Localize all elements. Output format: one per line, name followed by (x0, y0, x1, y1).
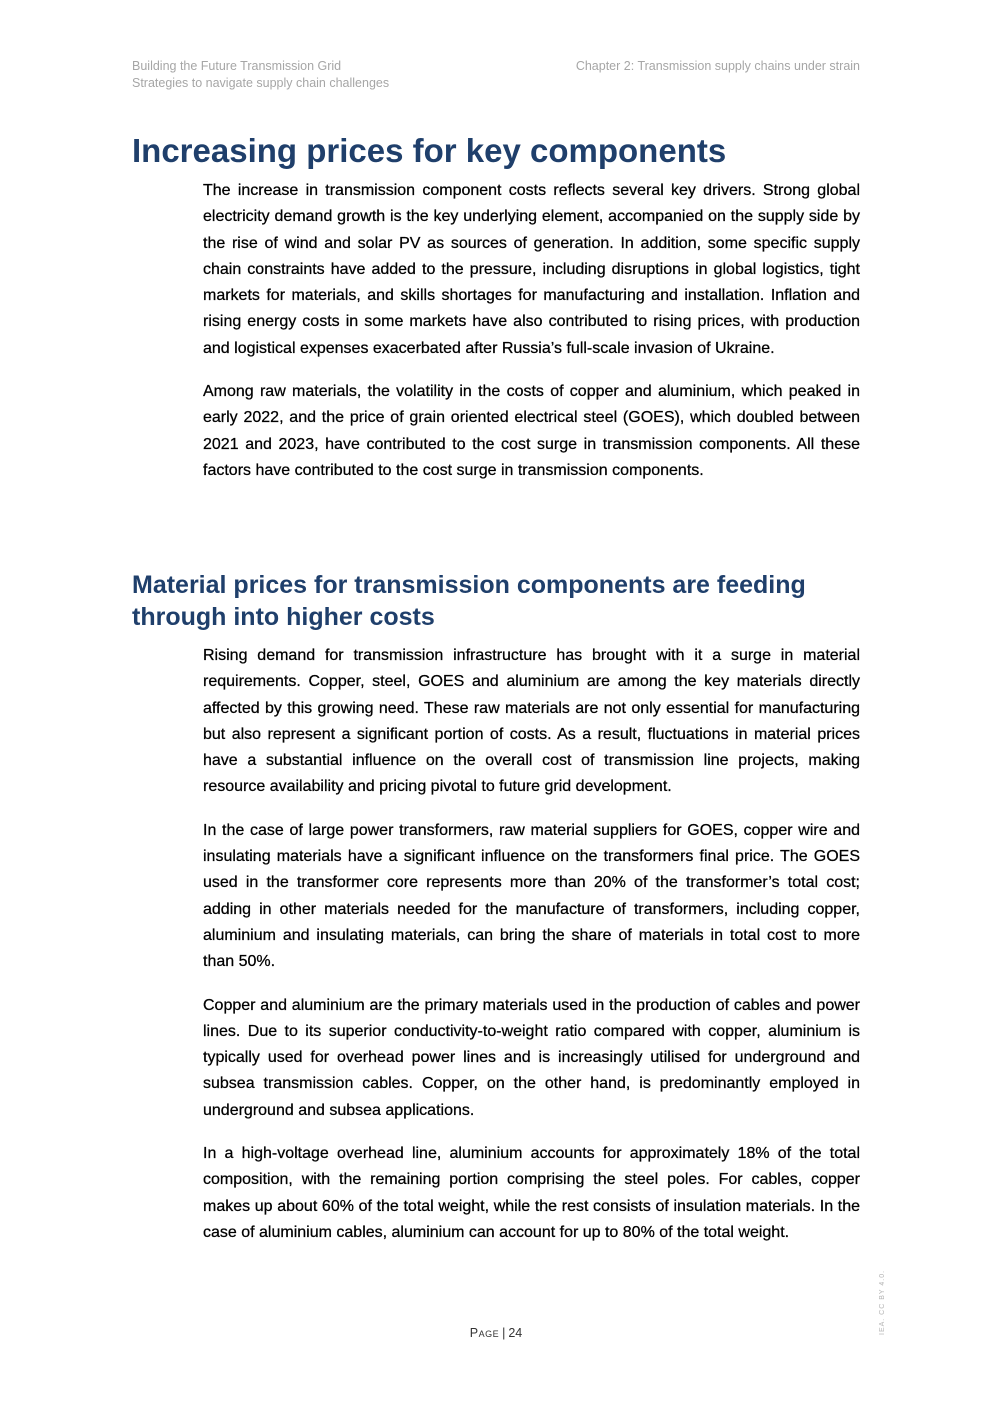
paragraph: Copper and aluminium are the primary materials used in the production of cables and power lines. Due to its superior conductivity-to-weight ratio compared with copper, aluminium is typically used for overhead power lines and is increasingly utilised for underground and subsea transmission cables. Copper, on the other hand, is predominantly employed in underground and subsea applications. (203, 996, 860, 1119)
section2-body (203, 643, 860, 1263)
section-heading-increasing-prices: Increasing prices for key components (132, 132, 727, 169)
page-label: Page (469, 1326, 500, 1340)
page-separator: | (502, 1326, 506, 1340)
paragraph: The increase in transmission component costs reflects several key drivers. Strong global electricity demand growth is the key underlying element, accompanied on the supply side by the rise of wind and solar PV as sources of generation. In addition, some specific supply chain constraints have added to the pressure, including disruptions in global logistics, tight markets for materials, and skills shortages for manufacturing and installation. Inflation and rising energy costs in some markets have also contributed to rising prices, with production and logistical expenses exacerbated after Russia’s full-scale invasion of Ukraine. (203, 182, 860, 357)
running-header-left (132, 58, 389, 92)
page-number: 24 (508, 1326, 523, 1340)
paragraph: Rising demand for transmission infrastructure has brought with it a surge in material requirements. Copper, steel, GOES and aluminium are among the key materials directly affected by this growing need. These raw materials are not only essential for manufacturing but also represent a significant portion of costs. As a result, fluctuations in material prices have a substantial influence on the overall cost of transmission line projects, making resource availability and pricing pivotal to future grid development. (203, 647, 860, 796)
paragraph: Among raw materials, the volatility in the costs of copper and aluminium, which peaked in early 2022, and the price of grain oriented electrical steel (GOES), which doubled between 2021 and 2023, have contributed to the cost surge in transmission components. All these factors have contributed to the cost surge in transmission components. (203, 383, 860, 479)
section-heading-material-prices: Material prices for transmission components are feeding through into higher costs (132, 571, 806, 631)
report-subtitle: Strategies to navigate supply chain challenges (132, 76, 390, 90)
paragraph: In the case of large power transformers, raw material suppliers for GOES, copper wire and insulating materials have a significant influence on the transformers final price. The GOES used in the transformer core represents more than 20% of the transformer’s total cost; adding in other materials needed for the manufacture of transformers, including copper, aluminium and insulating materials, can bring the share of materials in total cost to more than 50%. (203, 821, 860, 971)
license-note: IEA. CC BY 4.0. (879, 1269, 886, 1335)
running-header-right (576, 58, 860, 75)
section1-body (203, 178, 860, 501)
report-title: Building the Future Transmission Grid (132, 59, 342, 73)
page-footer (0, 1326, 992, 1340)
paragraph: In a high-voltage overhead line, aluminium accounts for approximately 18% of the total composition, with the remaining portion comprising the steel poles. For cables, copper makes up about 60% of the total weight, while the rest consists of insulation materials. In the case of aluminium cables, aluminium can account for up to 80% of the total weight. (203, 1145, 860, 1241)
chapter-title: Chapter 2: Transmission supply chains under strain (575, 59, 860, 73)
